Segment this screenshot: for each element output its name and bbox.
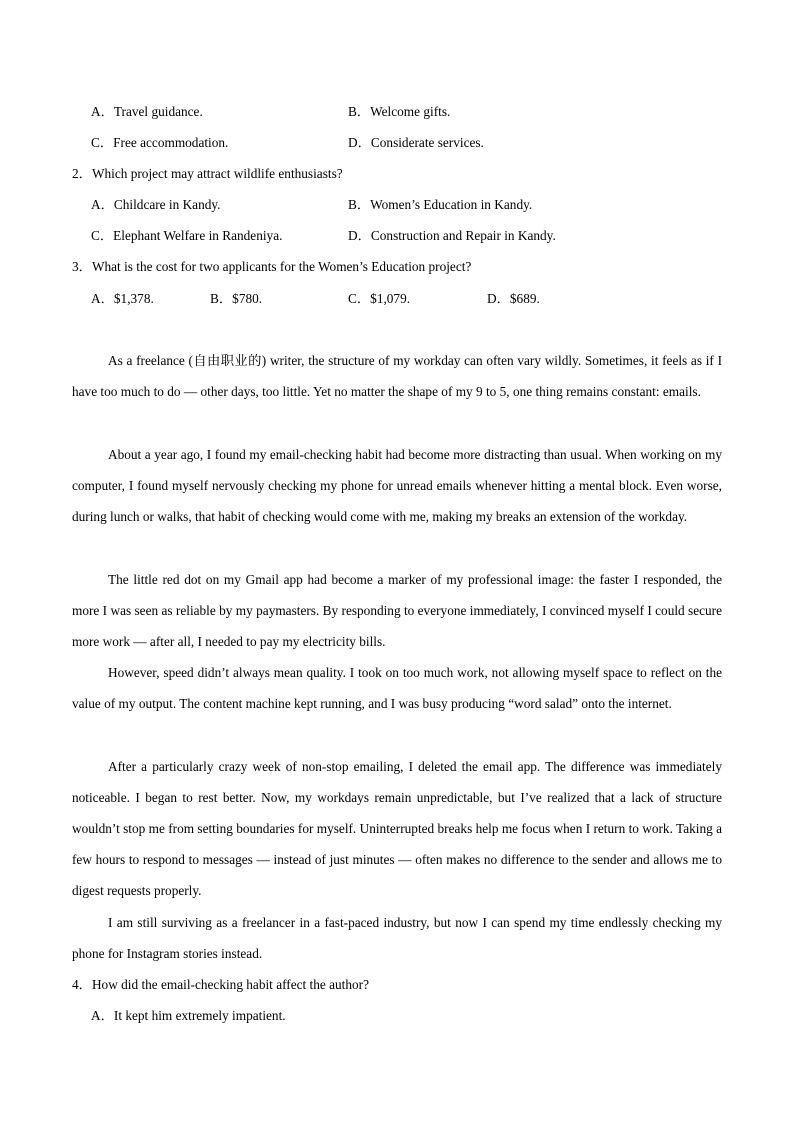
q3-option-c[interactable]: C．$1,079.	[348, 291, 411, 306]
q3-option-d[interactable]: D．$689.	[487, 291, 540, 306]
passage-paragraph-3: The little red dot on my Gmail app had become a marker of my professional image: the faster I responded, the more I was seen as reliable by my paymasters. By responding to everyone immediately, I convinced myself I could secure more work — after all, I needed to pay my electricity bills.	[72, 572, 722, 650]
q2-option-b[interactable]: B．Women’s Education in Kandy.	[348, 197, 533, 212]
q2-option-d[interactable]: D．Construction and Repair in Kandy.	[348, 228, 556, 243]
passage-paragraph-4: However, speed didn’t always mean quality. I took on too much work, not allowing myself space to reflect on the value of my output. The content machine kept running, and I was busy producing “word salad” onto the internet.	[72, 665, 722, 712]
q1-option-d[interactable]: D．Considerate services.	[348, 135, 484, 150]
q3-option-b[interactable]: B．$780.	[210, 291, 263, 306]
q1-option-c[interactable]: C．Free accommodation.	[91, 135, 229, 150]
q1-option-b[interactable]: B．Welcome gifts.	[348, 104, 451, 119]
q2-option-c[interactable]: C．Elephant Welfare in Randeniya.	[91, 228, 283, 243]
passage-paragraph-1: As a freelance (自由职业的) writer, the structure of my workday can often vary wildly. Sometimes, it feels as if I have too much to do — other days, too little. Yet no matter the shape of my 9 to 5, one thing remains constant: emails.	[72, 353, 722, 400]
passage-paragraph-6: I am still surviving as a freelancer in a fast-paced industry, but now I can spend my time endlessly checking my phone for Instagram stories instead.	[72, 915, 722, 962]
q3-stem: 3．What is the cost for two applicants for the Women’s Education project?	[72, 259, 472, 274]
q4-option-a[interactable]: A．It kept him extremely impatient.	[91, 1008, 286, 1023]
q3-option-a[interactable]: A．$1,378.	[91, 291, 154, 306]
q1-option-a[interactable]: A．Travel guidance.	[91, 104, 203, 119]
q2-stem: 2．Which project may attract wildlife enthusiasts?	[72, 166, 343, 181]
q4-stem: 4．How did the email-checking habit affect the author?	[72, 977, 369, 992]
passage-paragraph-5: After a particularly crazy week of non-stop emailing, I deleted the email app. The difference was immediately noticeable. I began to rest better. Now, my workdays remain unpredictable, but I’ve realized that a lack of structure wouldn’t stop me from setting boundaries for myself. Uninterrupted breaks help me focus when I return to work. Taking a few hours to respond to messages — instead of just minutes — often makes no difference to the sender and allows me to digest requests properly.	[72, 759, 722, 899]
passage-paragraph-2: About a year ago, I found my email-checking habit had become more distracting than usual. When working on my computer, I found myself nervously checking my phone for unread emails whenever hitting a mental block. Even worse, during lunch or walks, that habit of checking would come with me, making my breaks an extension of the workday.	[72, 447, 722, 525]
q2-option-a[interactable]: A．Childcare in Kandy.	[91, 197, 221, 212]
